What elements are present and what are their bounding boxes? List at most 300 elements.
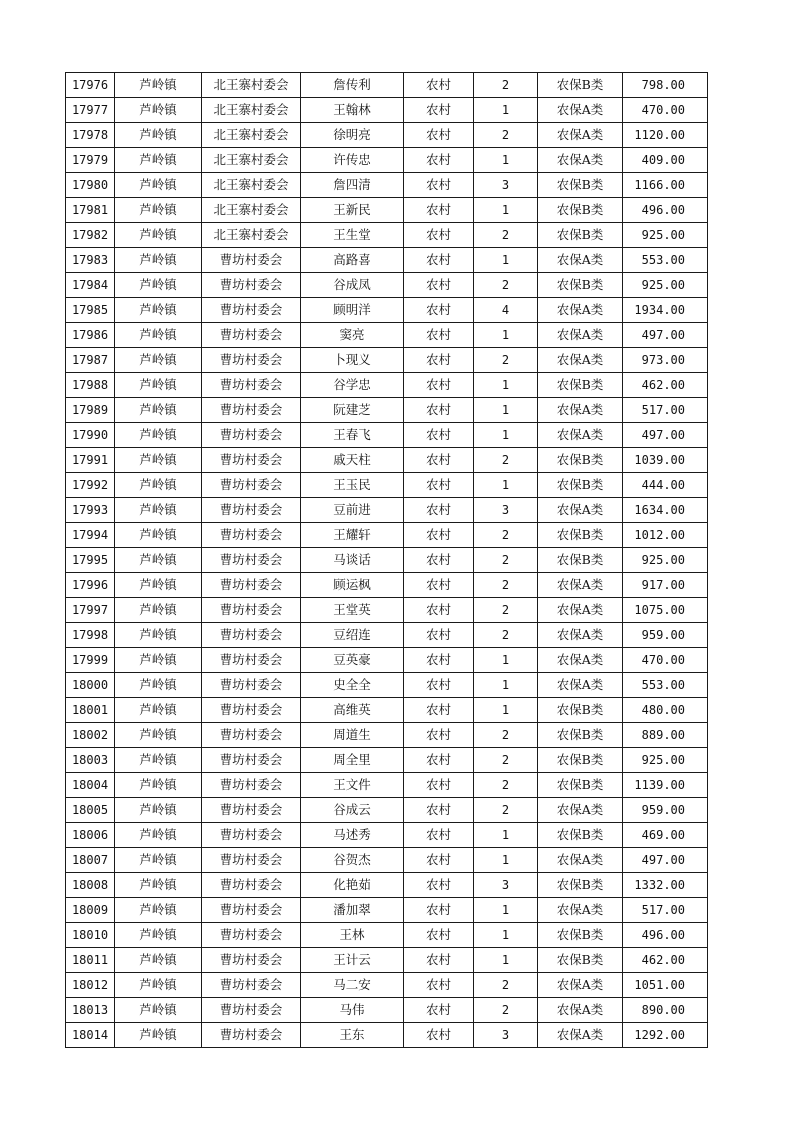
insurance-category-cell: 农保A类 bbox=[538, 323, 623, 348]
record-number-cell: 17979 bbox=[66, 148, 115, 173]
area-type-cell: 农村 bbox=[404, 123, 474, 148]
area-type-cell: 农村 bbox=[404, 798, 474, 823]
insurance-category-cell: 农保A类 bbox=[538, 148, 623, 173]
village-committee-cell: 曹坊村委会 bbox=[202, 598, 301, 623]
record-number-cell: 18004 bbox=[66, 773, 115, 798]
insurance-category-cell: 农保B类 bbox=[538, 273, 623, 298]
amount-cell: 497.00 bbox=[623, 323, 708, 348]
insurance-category-cell: 农保B类 bbox=[538, 198, 623, 223]
insurance-category-cell: 农保B类 bbox=[538, 948, 623, 973]
person-name-cell: 化艳茹 bbox=[301, 873, 404, 898]
insurance-category-cell: 农保A类 bbox=[538, 998, 623, 1023]
household-count-cell: 2 bbox=[474, 548, 538, 573]
insurance-category-cell: 农保A类 bbox=[538, 673, 623, 698]
record-number-cell: 17986 bbox=[66, 323, 115, 348]
household-count-cell: 2 bbox=[474, 123, 538, 148]
person-name-cell: 高维英 bbox=[301, 698, 404, 723]
insurance-category-cell: 农保A类 bbox=[538, 573, 623, 598]
household-count-cell: 1 bbox=[474, 923, 538, 948]
person-name-cell: 卜现义 bbox=[301, 348, 404, 373]
insurance-category-cell: 农保A类 bbox=[538, 98, 623, 123]
town-cell: 芦岭镇 bbox=[115, 898, 202, 923]
person-name-cell: 豆绍连 bbox=[301, 623, 404, 648]
area-type-cell: 农村 bbox=[404, 248, 474, 273]
table-row bbox=[66, 148, 708, 173]
household-count-cell: 2 bbox=[474, 748, 538, 773]
area-type-cell: 农村 bbox=[404, 398, 474, 423]
person-name-cell: 王耀轩 bbox=[301, 523, 404, 548]
table-row bbox=[66, 973, 708, 998]
insurance-category-cell: 农保B类 bbox=[538, 523, 623, 548]
insurance-category-cell: 农保B类 bbox=[538, 873, 623, 898]
village-committee-cell: 曹坊村委会 bbox=[202, 398, 301, 423]
record-number-cell: 18003 bbox=[66, 748, 115, 773]
village-committee-cell: 曹坊村委会 bbox=[202, 898, 301, 923]
household-count-cell: 1 bbox=[474, 423, 538, 448]
amount-cell: 1292.00 bbox=[623, 1023, 708, 1048]
person-name-cell: 窦亮 bbox=[301, 323, 404, 348]
town-cell: 芦岭镇 bbox=[115, 648, 202, 673]
table-row bbox=[66, 573, 708, 598]
record-number-cell: 17997 bbox=[66, 598, 115, 623]
area-type-cell: 农村 bbox=[404, 373, 474, 398]
village-committee-cell: 曹坊村委会 bbox=[202, 773, 301, 798]
amount-cell: 1120.00 bbox=[623, 123, 708, 148]
amount-cell: 1012.00 bbox=[623, 523, 708, 548]
area-type-cell: 农村 bbox=[404, 748, 474, 773]
area-type-cell: 农村 bbox=[404, 523, 474, 548]
table-row bbox=[66, 498, 708, 523]
town-cell: 芦岭镇 bbox=[115, 298, 202, 323]
area-type-cell: 农村 bbox=[404, 298, 474, 323]
village-committee-cell: 曹坊村委会 bbox=[202, 298, 301, 323]
person-name-cell: 王玉民 bbox=[301, 473, 404, 498]
record-number-cell: 17996 bbox=[66, 573, 115, 598]
person-name-cell: 许传忠 bbox=[301, 148, 404, 173]
town-cell: 芦岭镇 bbox=[115, 248, 202, 273]
town-cell: 芦岭镇 bbox=[115, 598, 202, 623]
table-row bbox=[66, 698, 708, 723]
table-row bbox=[66, 223, 708, 248]
insurance-category-cell: 农保A类 bbox=[538, 248, 623, 273]
person-name-cell: 潘加翠 bbox=[301, 898, 404, 923]
insurance-category-cell: 农保A类 bbox=[538, 598, 623, 623]
insurance-category-cell: 农保A类 bbox=[538, 648, 623, 673]
record-number-cell: 18014 bbox=[66, 1023, 115, 1048]
amount-cell: 798.00 bbox=[623, 73, 708, 98]
household-count-cell: 2 bbox=[474, 273, 538, 298]
village-committee-cell: 曹坊村委会 bbox=[202, 348, 301, 373]
village-committee-cell: 曹坊村委会 bbox=[202, 623, 301, 648]
person-name-cell: 史全全 bbox=[301, 673, 404, 698]
household-count-cell: 3 bbox=[474, 873, 538, 898]
area-type-cell: 农村 bbox=[404, 73, 474, 98]
table-row bbox=[66, 323, 708, 348]
household-count-cell: 4 bbox=[474, 298, 538, 323]
amount-cell: 517.00 bbox=[623, 898, 708, 923]
household-count-cell: 1 bbox=[474, 148, 538, 173]
record-number-cell: 18012 bbox=[66, 973, 115, 998]
record-number-cell: 17982 bbox=[66, 223, 115, 248]
table-row bbox=[66, 648, 708, 673]
insurance-category-cell: 农保B类 bbox=[538, 773, 623, 798]
table-row bbox=[66, 423, 708, 448]
town-cell: 芦岭镇 bbox=[115, 448, 202, 473]
person-name-cell: 马伟 bbox=[301, 998, 404, 1023]
insurance-category-cell: 农保A类 bbox=[538, 348, 623, 373]
person-name-cell: 阮建芝 bbox=[301, 398, 404, 423]
area-type-cell: 农村 bbox=[404, 498, 474, 523]
record-number-cell: 17992 bbox=[66, 473, 115, 498]
amount-cell: 517.00 bbox=[623, 398, 708, 423]
insurance-category-cell: 农保B类 bbox=[538, 373, 623, 398]
table-row bbox=[66, 73, 708, 98]
record-number-cell: 17994 bbox=[66, 523, 115, 548]
town-cell: 芦岭镇 bbox=[115, 773, 202, 798]
record-number-cell: 17995 bbox=[66, 548, 115, 573]
village-committee-cell: 曹坊村委会 bbox=[202, 323, 301, 348]
person-name-cell: 王春飞 bbox=[301, 423, 404, 448]
table-row bbox=[66, 898, 708, 923]
village-committee-cell: 曹坊村委会 bbox=[202, 373, 301, 398]
insurance-category-cell: 农保B类 bbox=[538, 923, 623, 948]
record-number-cell: 18011 bbox=[66, 948, 115, 973]
amount-cell: 1075.00 bbox=[623, 598, 708, 623]
household-count-cell: 2 bbox=[474, 573, 538, 598]
area-type-cell: 农村 bbox=[404, 1023, 474, 1048]
area-type-cell: 农村 bbox=[404, 448, 474, 473]
town-cell: 芦岭镇 bbox=[115, 423, 202, 448]
record-number-cell: 18002 bbox=[66, 723, 115, 748]
town-cell: 芦岭镇 bbox=[115, 548, 202, 573]
person-name-cell: 顾运枫 bbox=[301, 573, 404, 598]
table-row bbox=[66, 448, 708, 473]
village-committee-cell: 曹坊村委会 bbox=[202, 648, 301, 673]
amount-cell: 1332.00 bbox=[623, 873, 708, 898]
record-number-cell: 17990 bbox=[66, 423, 115, 448]
amount-cell: 497.00 bbox=[623, 848, 708, 873]
town-cell: 芦岭镇 bbox=[115, 148, 202, 173]
household-count-cell: 1 bbox=[474, 248, 538, 273]
town-cell: 芦岭镇 bbox=[115, 348, 202, 373]
town-cell: 芦岭镇 bbox=[115, 373, 202, 398]
insurance-category-cell: 农保A类 bbox=[538, 298, 623, 323]
insurance-category-cell: 农保A类 bbox=[538, 798, 623, 823]
person-name-cell: 豆英豪 bbox=[301, 648, 404, 673]
town-cell: 芦岭镇 bbox=[115, 848, 202, 873]
amount-cell: 469.00 bbox=[623, 823, 708, 848]
area-type-cell: 农村 bbox=[404, 773, 474, 798]
area-type-cell: 农村 bbox=[404, 98, 474, 123]
table-row bbox=[66, 198, 708, 223]
person-name-cell: 谷贺杰 bbox=[301, 848, 404, 873]
amount-cell: 444.00 bbox=[623, 473, 708, 498]
person-name-cell: 谷成凤 bbox=[301, 273, 404, 298]
person-name-cell: 王新民 bbox=[301, 198, 404, 223]
insurance-category-cell: 农保A类 bbox=[538, 123, 623, 148]
town-cell: 芦岭镇 bbox=[115, 173, 202, 198]
town-cell: 芦岭镇 bbox=[115, 948, 202, 973]
area-type-cell: 农村 bbox=[404, 348, 474, 373]
village-committee-cell: 曹坊村委会 bbox=[202, 923, 301, 948]
village-committee-cell: 北王寨村委会 bbox=[202, 148, 301, 173]
insurance-category-cell: 农保A类 bbox=[538, 973, 623, 998]
town-cell: 芦岭镇 bbox=[115, 73, 202, 98]
household-count-cell: 3 bbox=[474, 1023, 538, 1048]
area-type-cell: 农村 bbox=[404, 473, 474, 498]
area-type-cell: 农村 bbox=[404, 423, 474, 448]
record-number-cell: 17985 bbox=[66, 298, 115, 323]
insurance-category-cell: 农保B类 bbox=[538, 173, 623, 198]
insurance-category-cell: 农保A类 bbox=[538, 423, 623, 448]
person-name-cell: 王计云 bbox=[301, 948, 404, 973]
town-cell: 芦岭镇 bbox=[115, 223, 202, 248]
village-committee-cell: 北王寨村委会 bbox=[202, 98, 301, 123]
table-row bbox=[66, 273, 708, 298]
amount-cell: 925.00 bbox=[623, 273, 708, 298]
table-row bbox=[66, 248, 708, 273]
amount-cell: 553.00 bbox=[623, 673, 708, 698]
village-committee-cell: 曹坊村委会 bbox=[202, 723, 301, 748]
insurance-category-cell: 农保A类 bbox=[538, 398, 623, 423]
record-number-cell: 17977 bbox=[66, 98, 115, 123]
person-name-cell: 周道生 bbox=[301, 723, 404, 748]
record-number-cell: 18010 bbox=[66, 923, 115, 948]
household-count-cell: 2 bbox=[474, 348, 538, 373]
household-count-cell: 1 bbox=[474, 473, 538, 498]
area-type-cell: 农村 bbox=[404, 223, 474, 248]
table-row bbox=[66, 998, 708, 1023]
village-committee-cell: 曹坊村委会 bbox=[202, 1023, 301, 1048]
amount-cell: 409.00 bbox=[623, 148, 708, 173]
insurance-category-cell: 农保B类 bbox=[538, 698, 623, 723]
town-cell: 芦岭镇 bbox=[115, 398, 202, 423]
area-type-cell: 农村 bbox=[404, 173, 474, 198]
record-number-cell: 17978 bbox=[66, 123, 115, 148]
village-committee-cell: 北王寨村委会 bbox=[202, 198, 301, 223]
area-type-cell: 农村 bbox=[404, 273, 474, 298]
area-type-cell: 农村 bbox=[404, 998, 474, 1023]
area-type-cell: 农村 bbox=[404, 673, 474, 698]
household-count-cell: 2 bbox=[474, 598, 538, 623]
household-count-cell: 2 bbox=[474, 798, 538, 823]
village-committee-cell: 曹坊村委会 bbox=[202, 848, 301, 873]
amount-cell: 470.00 bbox=[623, 98, 708, 123]
person-name-cell: 徐明亮 bbox=[301, 123, 404, 148]
table-row bbox=[66, 723, 708, 748]
household-count-cell: 1 bbox=[474, 373, 538, 398]
town-cell: 芦岭镇 bbox=[115, 998, 202, 1023]
town-cell: 芦岭镇 bbox=[115, 823, 202, 848]
town-cell: 芦岭镇 bbox=[115, 198, 202, 223]
table-row bbox=[66, 523, 708, 548]
table-row bbox=[66, 748, 708, 773]
household-count-cell: 2 bbox=[474, 523, 538, 548]
record-number-cell: 17999 bbox=[66, 648, 115, 673]
record-number-cell: 17983 bbox=[66, 248, 115, 273]
person-name-cell: 戚天柱 bbox=[301, 448, 404, 473]
village-committee-cell: 北王寨村委会 bbox=[202, 223, 301, 248]
household-count-cell: 1 bbox=[474, 323, 538, 348]
roster-table bbox=[65, 72, 708, 1048]
amount-cell: 973.00 bbox=[623, 348, 708, 373]
village-committee-cell: 北王寨村委会 bbox=[202, 173, 301, 198]
town-cell: 芦岭镇 bbox=[115, 623, 202, 648]
insurance-category-cell: 农保B类 bbox=[538, 723, 623, 748]
village-committee-cell: 曹坊村委会 bbox=[202, 523, 301, 548]
table-row bbox=[66, 773, 708, 798]
town-cell: 芦岭镇 bbox=[115, 573, 202, 598]
village-committee-cell: 曹坊村委会 bbox=[202, 548, 301, 573]
insurance-category-cell: 农保A类 bbox=[538, 1023, 623, 1048]
village-committee-cell: 曹坊村委会 bbox=[202, 873, 301, 898]
record-number-cell: 17984 bbox=[66, 273, 115, 298]
record-number-cell: 18013 bbox=[66, 998, 115, 1023]
person-name-cell: 马述秀 bbox=[301, 823, 404, 848]
household-count-cell: 1 bbox=[474, 948, 538, 973]
town-cell: 芦岭镇 bbox=[115, 748, 202, 773]
amount-cell: 1634.00 bbox=[623, 498, 708, 523]
area-type-cell: 农村 bbox=[404, 573, 474, 598]
table-row bbox=[66, 173, 708, 198]
area-type-cell: 农村 bbox=[404, 548, 474, 573]
person-name-cell: 王翰林 bbox=[301, 98, 404, 123]
area-type-cell: 农村 bbox=[404, 848, 474, 873]
town-cell: 芦岭镇 bbox=[115, 923, 202, 948]
area-type-cell: 农村 bbox=[404, 923, 474, 948]
insurance-category-cell: 农保B类 bbox=[538, 823, 623, 848]
person-name-cell: 马二安 bbox=[301, 973, 404, 998]
village-committee-cell: 曹坊村委会 bbox=[202, 823, 301, 848]
amount-cell: 496.00 bbox=[623, 198, 708, 223]
town-cell: 芦岭镇 bbox=[115, 723, 202, 748]
household-count-cell: 2 bbox=[474, 973, 538, 998]
area-type-cell: 农村 bbox=[404, 948, 474, 973]
insurance-category-cell: 农保B类 bbox=[538, 473, 623, 498]
table-row bbox=[66, 923, 708, 948]
village-committee-cell: 曹坊村委会 bbox=[202, 973, 301, 998]
record-number-cell: 17980 bbox=[66, 173, 115, 198]
household-count-cell: 2 bbox=[474, 448, 538, 473]
household-count-cell: 1 bbox=[474, 898, 538, 923]
household-count-cell: 1 bbox=[474, 648, 538, 673]
insurance-category-cell: 农保A类 bbox=[538, 848, 623, 873]
roster-body bbox=[66, 73, 708, 1048]
town-cell: 芦岭镇 bbox=[115, 123, 202, 148]
household-count-cell: 1 bbox=[474, 673, 538, 698]
person-name-cell: 豆前进 bbox=[301, 498, 404, 523]
village-committee-cell: 北王寨村委会 bbox=[202, 73, 301, 98]
record-number-cell: 17989 bbox=[66, 398, 115, 423]
amount-cell: 497.00 bbox=[623, 423, 708, 448]
village-committee-cell: 曹坊村委会 bbox=[202, 423, 301, 448]
table-row bbox=[66, 673, 708, 698]
amount-cell: 959.00 bbox=[623, 623, 708, 648]
person-name-cell: 王生堂 bbox=[301, 223, 404, 248]
area-type-cell: 农村 bbox=[404, 623, 474, 648]
person-name-cell: 谷成云 bbox=[301, 798, 404, 823]
amount-cell: 553.00 bbox=[623, 248, 708, 273]
amount-cell: 462.00 bbox=[623, 948, 708, 973]
town-cell: 芦岭镇 bbox=[115, 98, 202, 123]
town-cell: 芦岭镇 bbox=[115, 523, 202, 548]
table-row bbox=[66, 123, 708, 148]
table-row bbox=[66, 598, 708, 623]
amount-cell: 1166.00 bbox=[623, 173, 708, 198]
area-type-cell: 农村 bbox=[404, 973, 474, 998]
insurance-category-cell: 农保B类 bbox=[538, 748, 623, 773]
village-committee-cell: 曹坊村委会 bbox=[202, 673, 301, 698]
amount-cell: 462.00 bbox=[623, 373, 708, 398]
area-type-cell: 农村 bbox=[404, 723, 474, 748]
record-number-cell: 17988 bbox=[66, 373, 115, 398]
village-committee-cell: 曹坊村委会 bbox=[202, 248, 301, 273]
village-committee-cell: 曹坊村委会 bbox=[202, 573, 301, 598]
household-count-cell: 2 bbox=[474, 223, 538, 248]
insurance-category-cell: 农保B类 bbox=[538, 73, 623, 98]
person-name-cell: 王文件 bbox=[301, 773, 404, 798]
area-type-cell: 农村 bbox=[404, 148, 474, 173]
area-type-cell: 农村 bbox=[404, 823, 474, 848]
village-committee-cell: 曹坊村委会 bbox=[202, 698, 301, 723]
area-type-cell: 农村 bbox=[404, 198, 474, 223]
record-number-cell: 17987 bbox=[66, 348, 115, 373]
record-number-cell: 17998 bbox=[66, 623, 115, 648]
table-row bbox=[66, 298, 708, 323]
person-name-cell: 王堂英 bbox=[301, 598, 404, 623]
record-number-cell: 18005 bbox=[66, 798, 115, 823]
insurance-category-cell: 农保A类 bbox=[538, 498, 623, 523]
area-type-cell: 农村 bbox=[404, 873, 474, 898]
village-committee-cell: 曹坊村委会 bbox=[202, 748, 301, 773]
table-row bbox=[66, 98, 708, 123]
amount-cell: 925.00 bbox=[623, 548, 708, 573]
insurance-category-cell: 农保B类 bbox=[538, 548, 623, 573]
town-cell: 芦岭镇 bbox=[115, 473, 202, 498]
household-count-cell: 3 bbox=[474, 173, 538, 198]
household-count-cell: 3 bbox=[474, 498, 538, 523]
table-row bbox=[66, 548, 708, 573]
village-committee-cell: 曹坊村委会 bbox=[202, 273, 301, 298]
household-count-cell: 2 bbox=[474, 73, 538, 98]
town-cell: 芦岭镇 bbox=[115, 698, 202, 723]
amount-cell: 890.00 bbox=[623, 998, 708, 1023]
household-count-cell: 1 bbox=[474, 823, 538, 848]
amount-cell: 917.00 bbox=[623, 573, 708, 598]
amount-cell: 1051.00 bbox=[623, 973, 708, 998]
record-number-cell: 17981 bbox=[66, 198, 115, 223]
person-name-cell: 王东 bbox=[301, 1023, 404, 1048]
household-count-cell: 2 bbox=[474, 723, 538, 748]
table-row bbox=[66, 473, 708, 498]
record-number-cell: 17993 bbox=[66, 498, 115, 523]
person-name-cell: 高路喜 bbox=[301, 248, 404, 273]
table-row bbox=[66, 848, 708, 873]
area-type-cell: 农村 bbox=[404, 648, 474, 673]
household-count-cell: 1 bbox=[474, 398, 538, 423]
person-name-cell: 詹四清 bbox=[301, 173, 404, 198]
amount-cell: 1039.00 bbox=[623, 448, 708, 473]
town-cell: 芦岭镇 bbox=[115, 973, 202, 998]
insurance-category-cell: 农保A类 bbox=[538, 623, 623, 648]
village-committee-cell: 曹坊村委会 bbox=[202, 448, 301, 473]
area-type-cell: 农村 bbox=[404, 698, 474, 723]
table-row bbox=[66, 798, 708, 823]
village-committee-cell: 曹坊村委会 bbox=[202, 798, 301, 823]
amount-cell: 959.00 bbox=[623, 798, 708, 823]
village-committee-cell: 曹坊村委会 bbox=[202, 998, 301, 1023]
insurance-category-cell: 农保A类 bbox=[538, 898, 623, 923]
